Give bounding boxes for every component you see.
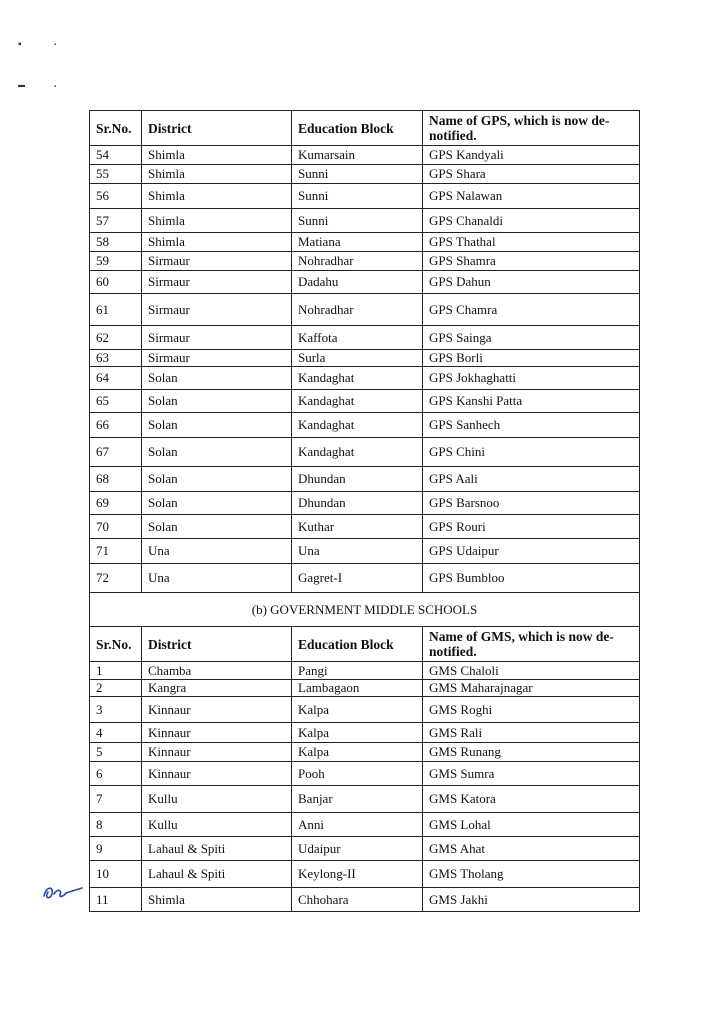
table-row — [90, 743, 640, 762]
cell-srno: 72 — [90, 564, 142, 593]
table-row — [90, 294, 640, 326]
cell-srno: 55 — [90, 165, 142, 184]
cell-district: Kinnaur — [142, 697, 292, 723]
cell-district: Lahaul & Spiti — [142, 861, 292, 888]
cell-education-block: Lambagaon — [292, 680, 423, 697]
cell-school-name: GMS Chaloli — [423, 662, 640, 680]
cell-school-name: GMS Rali — [423, 723, 640, 743]
cell-school-name: GPS Rouri — [423, 515, 640, 539]
cell-school-name: GMS Roghi — [423, 697, 640, 723]
cell-district: Solan — [142, 492, 292, 515]
cell-srno: 70 — [90, 515, 142, 539]
cell-srno: 4 — [90, 723, 142, 743]
table-row — [90, 350, 640, 367]
table-row — [90, 438, 640, 467]
cell-srno: 63 — [90, 350, 142, 367]
cell-school-name: GPS Dahun — [423, 271, 640, 294]
cell-srno: 54 — [90, 146, 142, 165]
cell-school-name: GPS Borli — [423, 350, 640, 367]
cell-school-name: GPS Bumbloo — [423, 564, 640, 593]
cell-education-block: Kalpa — [292, 697, 423, 723]
cell-education-block: Banjar — [292, 786, 423, 813]
cell-education-block: Kaffota — [292, 326, 423, 350]
cell-srno: 1 — [90, 662, 142, 680]
cell-district: Solan — [142, 438, 292, 467]
cell-district: Kullu — [142, 786, 292, 813]
scan-speck: ▬ — [18, 81, 25, 89]
table-row — [90, 209, 640, 233]
cell-education-block: Dhundan — [292, 492, 423, 515]
cell-education-block: Nohradhar — [292, 294, 423, 326]
cell-education-block: Anni — [292, 813, 423, 837]
cell-district: Shimla — [142, 165, 292, 184]
table-row — [90, 467, 640, 492]
cell-srno: 5 — [90, 743, 142, 762]
table-row — [90, 146, 640, 165]
denotified-schools-table — [89, 110, 640, 912]
cell-school-name: GMS Sumra — [423, 762, 640, 786]
cell-srno: 56 — [90, 184, 142, 209]
cell-district: Kinnaur — [142, 743, 292, 762]
table-row — [90, 413, 640, 438]
cell-school-name: GPS Shamra — [423, 252, 640, 271]
cell-education-block: Kuthar — [292, 515, 423, 539]
cell-district: Shimla — [142, 888, 292, 912]
cell-srno: 57 — [90, 209, 142, 233]
cell-education-block: Gagret-I — [292, 564, 423, 593]
cell-district: Shimla — [142, 184, 292, 209]
cell-district: Sirmaur — [142, 294, 292, 326]
cell-education-block: Kandaghat — [292, 390, 423, 413]
table-row — [90, 367, 640, 390]
cell-education-block: Pooh — [292, 762, 423, 786]
header-education-block: Education Block — [292, 627, 423, 662]
cell-district: Solan — [142, 467, 292, 492]
cell-education-block: Keylong-II — [292, 861, 423, 888]
table-row — [90, 837, 640, 861]
cell-school-name: GPS Thathal — [423, 233, 640, 252]
table-row — [90, 723, 640, 743]
cell-district: Una — [142, 564, 292, 593]
table-row — [90, 888, 640, 912]
section-title: (b) GOVERNMENT MIDDLE SCHOOLS — [90, 593, 640, 627]
cell-school-name: GMS Maharajnagar — [423, 680, 640, 697]
cell-school-name: GPS Chanaldi — [423, 209, 640, 233]
cell-district: Sirmaur — [142, 326, 292, 350]
table-row — [90, 662, 640, 680]
cell-school-name: GMS Jakhi — [423, 888, 640, 912]
cell-district: Solan — [142, 367, 292, 390]
scan-speck: ▪ — [54, 42, 57, 48]
cell-school-name: GPS Chamra — [423, 294, 640, 326]
cell-school-name: GPS Aali — [423, 467, 640, 492]
cell-education-block: Matiana — [292, 233, 423, 252]
cell-srno: 3 — [90, 697, 142, 723]
cell-district: Sirmaur — [142, 271, 292, 294]
cell-srno: 68 — [90, 467, 142, 492]
cell-school-name: GPS Nalawan — [423, 184, 640, 209]
handwritten-initials — [40, 880, 86, 904]
cell-education-block: Kandaghat — [292, 367, 423, 390]
cell-srno: 7 — [90, 786, 142, 813]
table-header-row — [90, 111, 640, 146]
table-row — [90, 184, 640, 209]
cell-srno: 66 — [90, 413, 142, 438]
table-row — [90, 252, 640, 271]
cell-district: Solan — [142, 515, 292, 539]
table-header-row — [90, 627, 640, 662]
cell-district: Shimla — [142, 209, 292, 233]
header-school-name: Name of GMS, which is now de-notified. — [423, 627, 640, 662]
cell-district: Solan — [142, 390, 292, 413]
header-srno: Sr.No. — [90, 627, 142, 662]
cell-education-block: Una — [292, 539, 423, 564]
table-row — [90, 326, 640, 350]
table-row — [90, 762, 640, 786]
cell-srno: 6 — [90, 762, 142, 786]
cell-srno: 2 — [90, 680, 142, 697]
cell-district: Kinnaur — [142, 762, 292, 786]
cell-district: Una — [142, 539, 292, 564]
table-row — [90, 697, 640, 723]
cell-srno: 10 — [90, 861, 142, 888]
scan-speck: ▪ — [54, 84, 57, 90]
cell-school-name: GMS Runang — [423, 743, 640, 762]
cell-school-name: GPS Sainga — [423, 326, 640, 350]
cell-district: Shimla — [142, 233, 292, 252]
cell-srno: 64 — [90, 367, 142, 390]
cell-education-block: Surla — [292, 350, 423, 367]
header-district: District — [142, 627, 292, 662]
cell-srno: 9 — [90, 837, 142, 861]
cell-district: Kangra — [142, 680, 292, 697]
table-row — [90, 680, 640, 697]
table-row — [90, 861, 640, 888]
cell-district: Solan — [142, 413, 292, 438]
table-row — [90, 271, 640, 294]
cell-education-block: Kandaghat — [292, 413, 423, 438]
table-row — [90, 786, 640, 813]
cell-school-name: GMS Tholang — [423, 861, 640, 888]
table-row — [90, 813, 640, 837]
scan-speck: ▪ — [18, 39, 22, 50]
cell-srno: 8 — [90, 813, 142, 837]
cell-school-name: GMS Lohal — [423, 813, 640, 837]
table-row — [90, 492, 640, 515]
cell-education-block: Kalpa — [292, 743, 423, 762]
cell-education-block: Udaipur — [292, 837, 423, 861]
cell-district: Sirmaur — [142, 252, 292, 271]
cell-srno: 59 — [90, 252, 142, 271]
cell-school-name: GPS Sanhech — [423, 413, 640, 438]
cell-education-block: Dadahu — [292, 271, 423, 294]
cell-education-block: Sunni — [292, 209, 423, 233]
cell-srno: 58 — [90, 233, 142, 252]
cell-srno: 71 — [90, 539, 142, 564]
cell-education-block: Dhundan — [292, 467, 423, 492]
table-row — [90, 515, 640, 539]
cell-district: Lahaul & Spiti — [142, 837, 292, 861]
cell-education-block: Sunni — [292, 165, 423, 184]
cell-school-name: GPS Barsnoo — [423, 492, 640, 515]
header-education-block: Education Block — [292, 111, 423, 146]
cell-district: Shimla — [142, 146, 292, 165]
cell-srno: 65 — [90, 390, 142, 413]
cell-srno: 67 — [90, 438, 142, 467]
table-row — [90, 564, 640, 593]
header-school-name: Name of GPS, which is now de-notified. — [423, 111, 640, 146]
cell-srno: 62 — [90, 326, 142, 350]
cell-education-block: Pangi — [292, 662, 423, 680]
cell-srno: 11 — [90, 888, 142, 912]
cell-district: Chamba — [142, 662, 292, 680]
table-row — [90, 165, 640, 184]
table-row — [90, 390, 640, 413]
cell-district: Kullu — [142, 813, 292, 837]
cell-education-block: Nohradhar — [292, 252, 423, 271]
cell-school-name: GPS Udaipur — [423, 539, 640, 564]
table-row — [90, 233, 640, 252]
cell-srno: 69 — [90, 492, 142, 515]
cell-school-name: GPS Jokhaghatti — [423, 367, 640, 390]
cell-school-name: GPS Kandyali — [423, 146, 640, 165]
cell-srno: 60 — [90, 271, 142, 294]
cell-district: Kinnaur — [142, 723, 292, 743]
cell-district: Sirmaur — [142, 350, 292, 367]
cell-education-block: Kandaghat — [292, 438, 423, 467]
cell-school-name: GPS Kanshi Patta — [423, 390, 640, 413]
table-row — [90, 539, 640, 564]
cell-school-name: GPS Chini — [423, 438, 640, 467]
section-row — [90, 593, 640, 627]
header-district: District — [142, 111, 292, 146]
cell-srno: 61 — [90, 294, 142, 326]
cell-school-name: GMS Ahat — [423, 837, 640, 861]
header-srno: Sr.No. — [90, 111, 142, 146]
cell-education-block: Kumarsain — [292, 146, 423, 165]
cell-school-name: GPS Shara — [423, 165, 640, 184]
cell-school-name: GMS Katora — [423, 786, 640, 813]
cell-education-block: Kalpa — [292, 723, 423, 743]
cell-education-block: Sunni — [292, 184, 423, 209]
cell-education-block: Chhohara — [292, 888, 423, 912]
